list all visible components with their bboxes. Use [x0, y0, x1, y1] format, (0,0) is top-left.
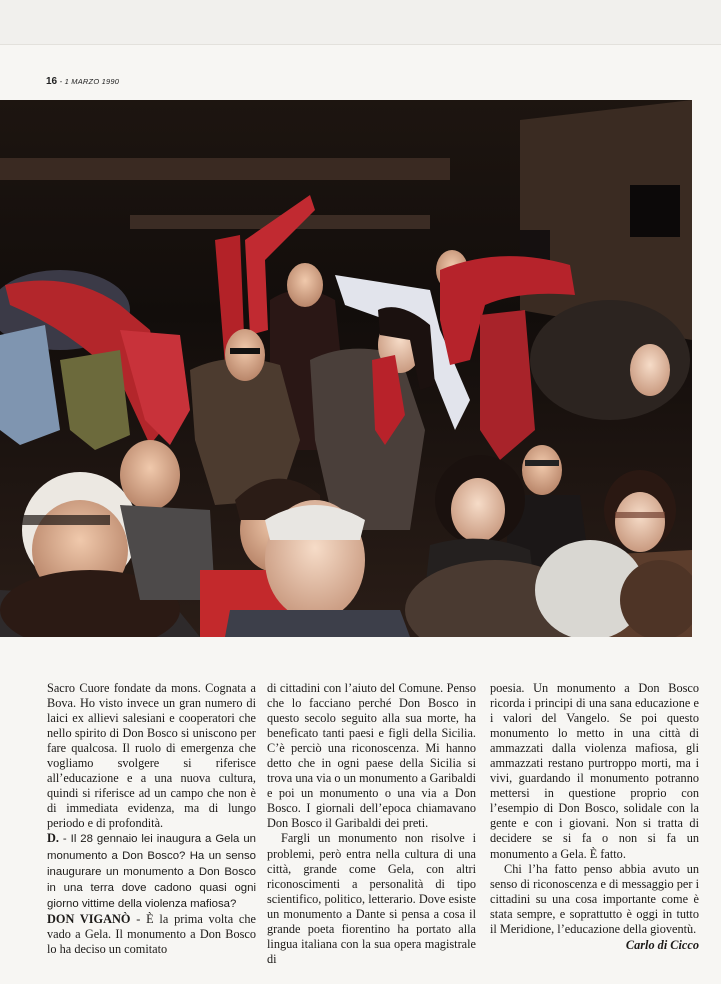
author-signature: Carlo di Cicco [625, 937, 699, 952]
question-text: - Il 28 gennaio lei inaugura a Gela un monumento a Don Bosco? Ha un senso inaugurare un monumento a Don Bosco in una terra dove cadono quasi ogni giorno vittime della violenza mafiosa? [47, 833, 256, 910]
page-number: 16 [46, 76, 58, 87]
paragraph: di cittadini con l’aiuto del Comune. Penso che lo facciano perché Don Bosco in questo secolo seguito alla sua morte, ha beneficato tanti paesi e figli della Sicilia. C’è perciò una riconoscenza. Mi hanno detto che in ogni paese della Sicilia si trova una via o un monumento a Garibaldi e poi un monumento o una via a Don Bosco. I giornali dell’epoca chiamavano Don Bosco il Garibaldi dei preti. [267, 681, 476, 831]
question-paragraph [47, 831, 256, 911]
crowd-photo-icon [0, 100, 692, 637]
answer-text: - È la prima volta che vado a Gela. Il monumento a Don Bosco lo ha deciso un comitato [47, 911, 256, 956]
article-column-3 [490, 681, 699, 953]
article-column-2 [267, 681, 476, 967]
speaker-label: DON VIGANÒ [47, 911, 131, 926]
paragraph: Chi l’ha fatto penso abbia avuto un senso di riconoscenza e di messaggio per i cittadini su una cosa importante come è stata sempre, e soprattutto è oggi in tutto il Meridione, l’educazione della gioventù. [490, 861, 699, 936]
article-column-1 [47, 681, 256, 957]
issue-date: - 1 MARZO 1990 [59, 77, 120, 86]
question-label: D. [47, 831, 59, 846]
paragraph: Fargli un monumento non risolve i problemi, però entra nella cultura di una città, grande come Gela, con altri riconoscimenti a personalità di tipo scientifico, politico, letterario. Dove esiste un monumento a Dante si pensa a cosa il grande poeta fiorentino ha portato alla lingua italiana con la sua opera magistrale di [267, 831, 476, 966]
crowd-photo [0, 100, 692, 637]
paragraph: poesia. Un monumento a Don Bosco ricorda i principi di una sana educazione e i valori del Vangelo. Se poi questo monumento lo metto in una città di ammazzati dalla violenza mafiosa, gli ammazzati restano purtroppo morti, ma i vivi, guardando il monumento potranno mettersi in questione proprio con l’esempio di Don Bosco, solidale con la gente e con i giovani. Non si tratta di decidere se si fa o non si fa un monumento a Gela. È fatto. [490, 681, 699, 861]
page-top-band [0, 0, 721, 45]
answer-paragraph [47, 912, 256, 957]
paragraph: Sacro Cuore fondate da mons. Cognata a Bova. Ho visto invece un gran numero di laici ex allievi salesiani e cooperatori che nello spirito di Don Bosco si uniscono per fare qualcosa. Il ruolo di emergenza che vogliamo svolgere si riferisce all’educazione e a una nuova cultura, quindi si riferisce ad un campo che non è di immediata evidenza, ma di lungo periodo e di profondità. [47, 681, 256, 831]
page-folio [46, 76, 119, 87]
